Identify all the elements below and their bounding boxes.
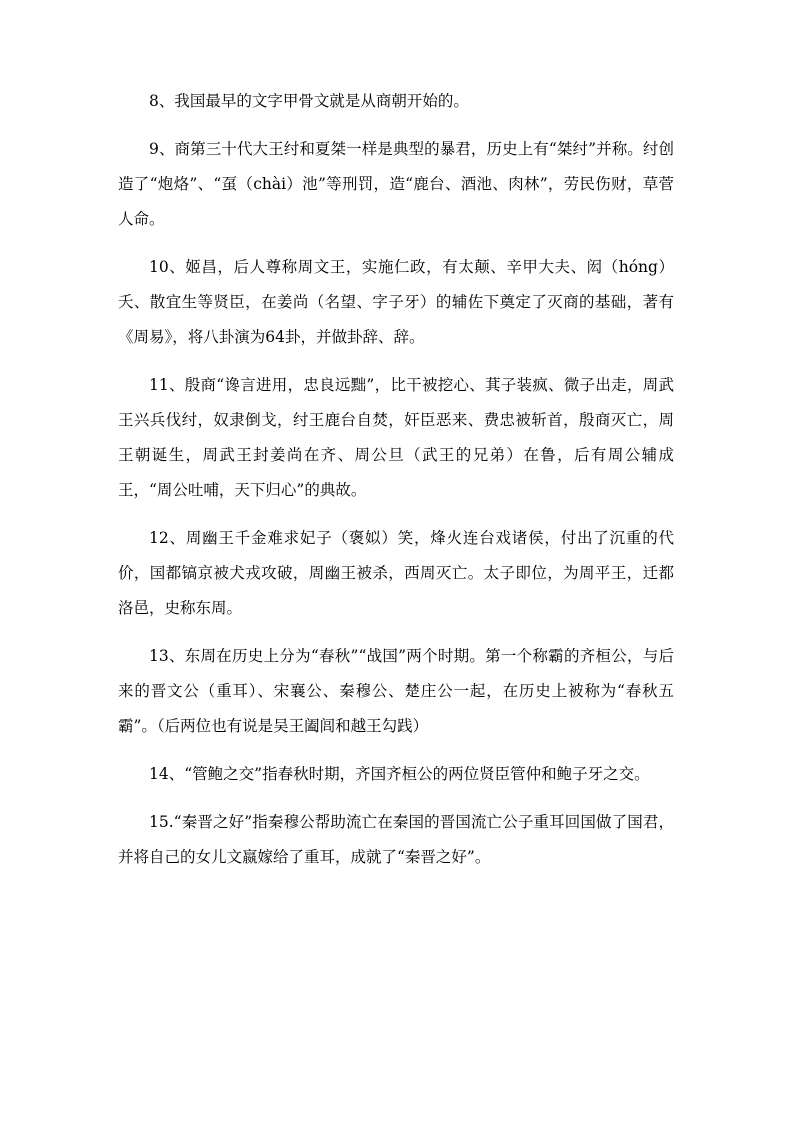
paragraph-13: 13、东周在历史上分为“春秋”“战国”两个时期。第一个称霸的齐桓公，与后来的晋文公（重耳）、宋襄公、秦穆公、楚庄公一起，在历史上被称为“春秋五霸”。（后两位也有说是吴王阖闾和越王勾践）: [118, 647, 674, 735]
paragraph-8: 8、我国最早的文字甲骨文就是从商朝开始的。: [149, 92, 469, 110]
paragraph-15: 15.“秦晋之好”指秦穆公帮助流亡在秦国的晋国流亡公子重耳回国做了国君，并将自己的女儿文嬴嫁给了重耳，成就了“秦晋之好”。: [118, 813, 674, 866]
paragraph-11: 11、殷商“谗言进用，忠良远黜”，比干被挖心、萁子装疯、微子出走，周武王兴兵伐纣，奴隶倒戈，纣王鹿台自焚，奸臣恶来、费忠被斩首，殷商灭亡，周王朝诞生，周武王封姜尚在齐、周公旦（武王的兄弟）在鲁，后有周公辅成王，“周公吐哺，天下归心”的典故。: [118, 376, 674, 499]
paragraph-10: 10、姬昌，后人尊称周文王，实施仁政，有太颠、辛甲大夫、闳（hóng）夭、散宜生等贤臣，在姜尚（名望、字子牙）的辅佐下奠定了灭商的基础，著有《周易》，将八卦演为64卦，并做卦辞、辞。: [118, 258, 674, 346]
paragraph-9: 9、商第三十代大王纣和夏桀一样是典型的暴君，历史上有“桀纣”并称。纣创造了“炮烙”、“虿（chài）池”等刑罚，造“鹿台、酒池、肉林”，劳民伤财，草菅人命。: [118, 140, 674, 228]
paragraph-12: 12、周幽王千金难求妃子（褒姒）笑，烽火连台戏诸侯，付出了沉重的代价，国都镐京被犬戎攻破，周幽王被杀，西周灭亡。太子即位，为周平王，迁都洛邑，史称东周。: [118, 529, 674, 617]
document-page: [118, 84, 674, 875]
paragraph-14: 14、“管鲍之交”指春秋时期，齐国齐桓公的两位贤臣管仲和鲍子牙之交。: [149, 765, 650, 783]
